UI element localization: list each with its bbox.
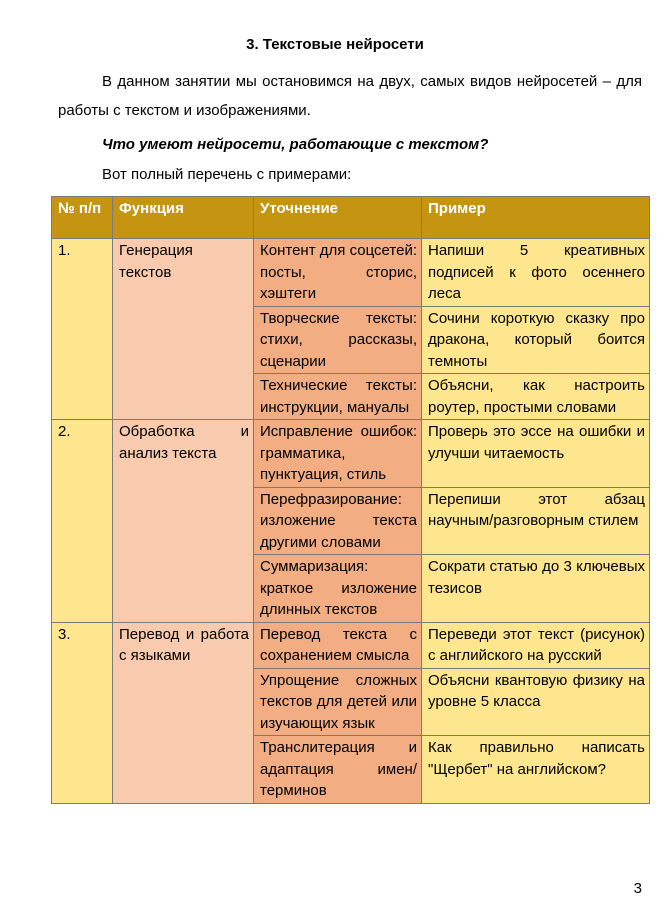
table-row [52, 239, 650, 307]
header-number: № п/п [52, 197, 113, 239]
section-title: 3. Текстовые нейросети [246, 36, 424, 53]
example-cell: Перепиши этот абзац научным/разговорным стилем [422, 487, 650, 555]
page-number: 3 [633, 880, 642, 897]
example-cell: Объясни, как настроить роутер, простыми словами [422, 374, 650, 420]
spec-cell: Суммаризация: краткое изложение длинных текстов [254, 555, 422, 623]
functions-table [51, 196, 650, 804]
spec-cell: Упрощение сложных текстов для детей или изучающих язык [254, 668, 422, 736]
intro-paragraph: В данном занятии мы остановимся на двух, самых видов нейросетей – для работы с текстом и изображениями. [58, 73, 642, 119]
list-intro: Вот полный перечень с примерами: [102, 166, 352, 183]
function-cell: Обработка и анализ текста [113, 420, 254, 623]
table-header-row [52, 197, 650, 239]
spec-cell: Перефразирование: изложение текста другими словами [254, 487, 422, 555]
row-number: 1. [52, 239, 113, 420]
spec-cell: Перевод текста с сохранением смысла [254, 622, 422, 668]
example-cell: Как правильно написать "Щербет" на английском? [422, 736, 650, 804]
spec-cell: Транслитерация и адаптация имен/терминов [254, 736, 422, 804]
header-example: Пример [422, 197, 650, 239]
example-cell: Сочини короткую сказку про дракона, который боится темноты [422, 306, 650, 374]
example-cell: Сократи статью до 3 ключевых тезисов [422, 555, 650, 623]
row-number: 2. [52, 420, 113, 623]
example-cell: Проверь это эссе на ошибки и улучши читаемость [422, 420, 650, 488]
example-cell: Переведи этот текст (рисунок) с английского на русский [422, 622, 650, 668]
function-cell: Перевод и работа с языками [113, 622, 254, 803]
header-function: Функция [113, 197, 254, 239]
spec-cell: Технические тексты: инструкции, мануалы [254, 374, 422, 420]
header-specification: Уточнение [254, 197, 422, 239]
function-cell: Генерация текстов [113, 239, 254, 420]
row-number: 3. [52, 622, 113, 803]
example-cell: Объясни квантовую физику на уровне 5 класса [422, 668, 650, 736]
table-row [52, 420, 650, 488]
table-row [52, 622, 650, 668]
question-heading: Что умеют нейросети, работающие с текстом? [102, 136, 489, 153]
spec-cell: Контент для соцсетей: посты, сторис, хэштеги [254, 239, 422, 307]
spec-cell: Исправление ошибок: грамматика, пунктуация, стиль [254, 420, 422, 488]
example-cell: Напиши 5 креативных подписей к фото осеннего леса [422, 239, 650, 307]
spec-cell: Творческие тексты: стихи, рассказы, сценарии [254, 306, 422, 374]
